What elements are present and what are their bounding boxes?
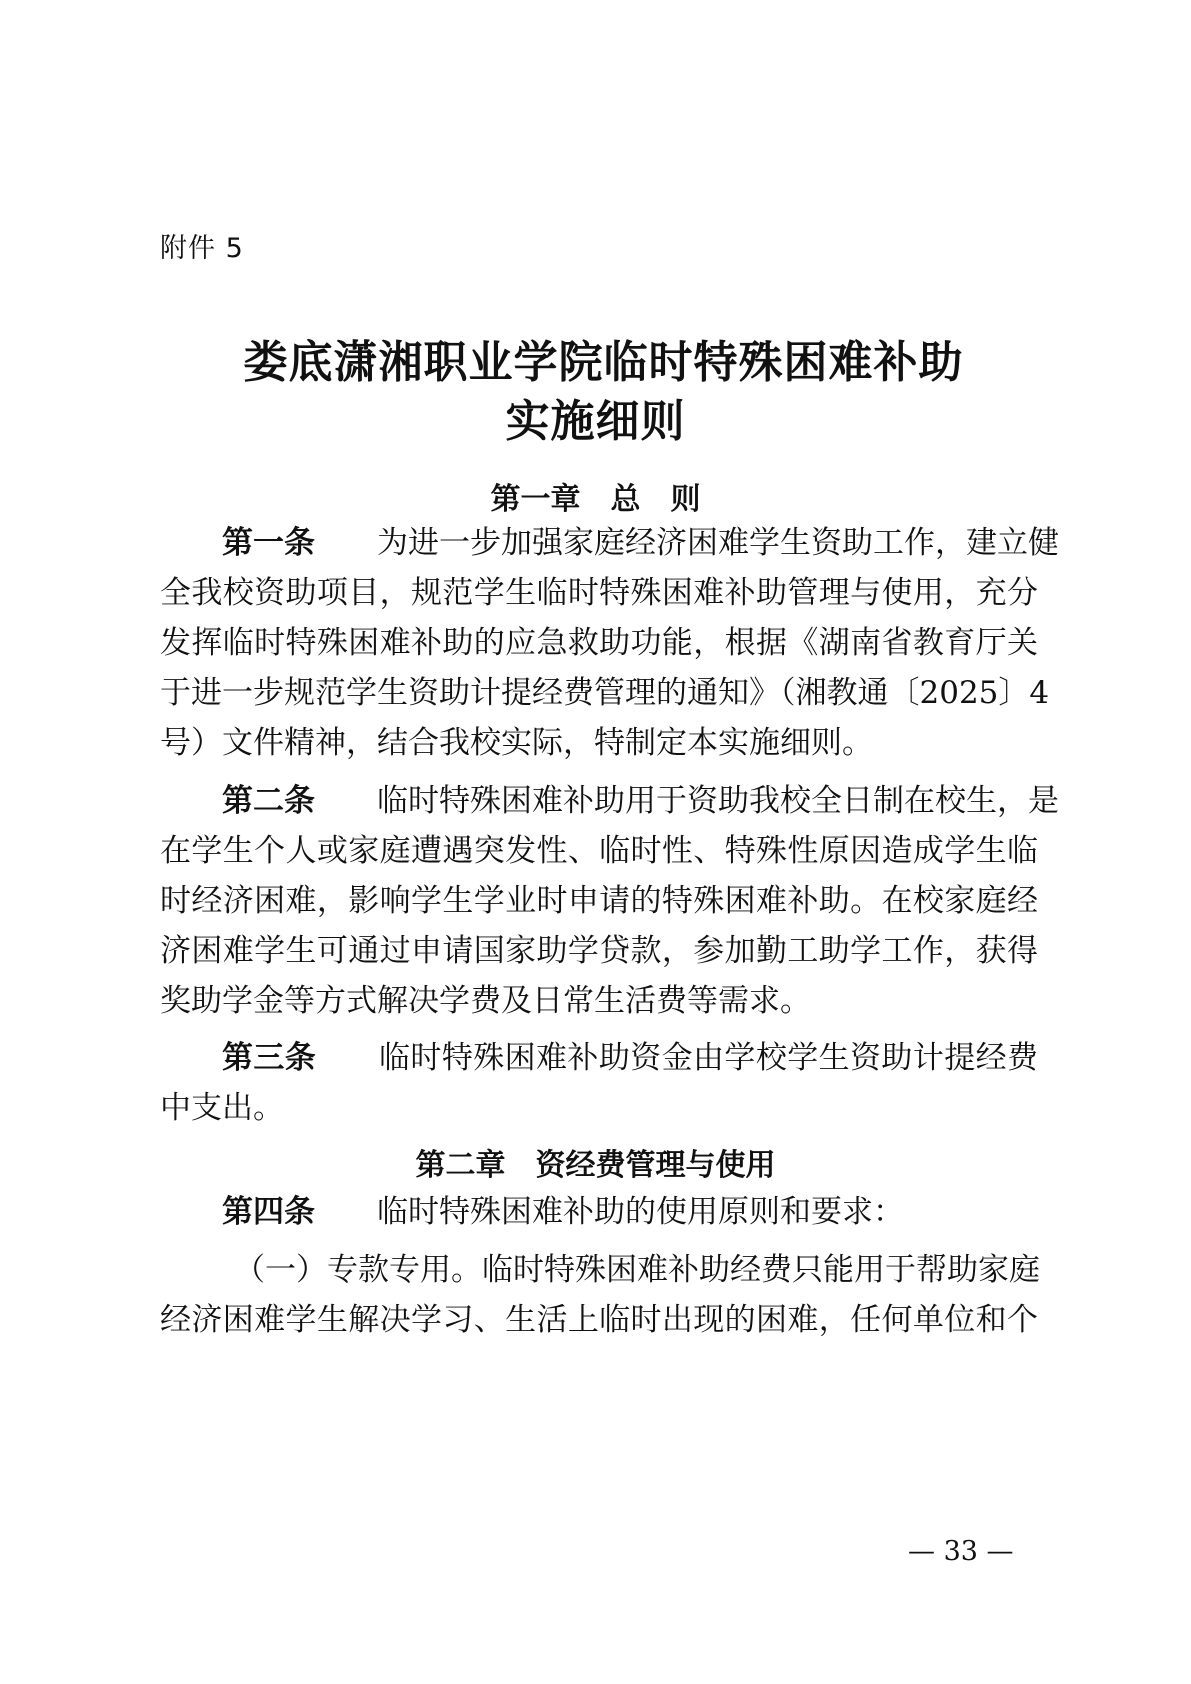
article-2-first-line: [222, 779, 1059, 823]
article-1-line: 号）文件精神，结合我校实际，特制定本实施细则。: [160, 725, 873, 761]
article-2-label: 第二条: [222, 783, 315, 819]
chapter-1-heading: 第一章 总 则: [490, 482, 701, 517]
article-2-line: 时经济困难，影响学生学业时申请的特殊困难补助。在校家庭经: [160, 883, 1038, 919]
item-1-line: 经济困难学生解决学习、生活上临时出现的困难，任何单位和个: [160, 1302, 1038, 1338]
article-3-label: 第三条: [222, 1040, 317, 1076]
item-1-line: （一）专款专用。临时特殊困难补助经费只能用于帮助家庭: [234, 1252, 1040, 1288]
article-1-line: 于进一步规范学生资助计提经费管理的通知》（湘教通〔2025〕4: [160, 675, 1050, 711]
article-2-line: 济困难学生可通过申请国家助学贷款，参加勤工助学工作，获得: [160, 933, 1038, 969]
chapter-2-heading: 第二章 资经费管理与使用: [415, 1148, 776, 1183]
article-1-line: 发挥临时特殊困难补助的应急救助功能，根据《湖南省教育厅关: [160, 625, 1038, 661]
attachment-label: 附件 5: [160, 233, 244, 264]
document-title-line-2: 实施细则: [505, 396, 686, 447]
article-4-first-line: [222, 1190, 1038, 1234]
article-3-text: 临时特殊困难补助资金由学校学生资助计提经费: [379, 1040, 1039, 1076]
article-2-line: 在学生个人或家庭遭遇突发性、临时性、特殊性原因造成学生临: [160, 833, 1038, 869]
article-1-first-line: [222, 521, 1059, 565]
article-1-text: 为进一步加强家庭经济困难学生资助工作，建立健: [377, 525, 1059, 561]
article-2-text: 临时特殊困难补助用于资助我校全日制在校生，是: [377, 783, 1059, 819]
page-number: — 33 —: [908, 1536, 1014, 1567]
article-3-line: 中支出。: [160, 1090, 284, 1126]
document-title-line-1: 娄底潇湘职业学院临时特殊困难补助: [243, 337, 964, 388]
article-3-first-line: [222, 1036, 1038, 1080]
article-4-label: 第四条: [222, 1194, 315, 1230]
article-4-text: 临时特殊困难补助的使用原则和要求：: [377, 1194, 904, 1230]
article-1-line: 全我校资助项目，规范学生临时特殊困难补助管理与使用，充分: [160, 575, 1038, 611]
article-1-label: 第一条: [222, 525, 315, 561]
article-2-line: 奖助学金等方式解决学费及日常生活费等需求。: [160, 983, 811, 1019]
